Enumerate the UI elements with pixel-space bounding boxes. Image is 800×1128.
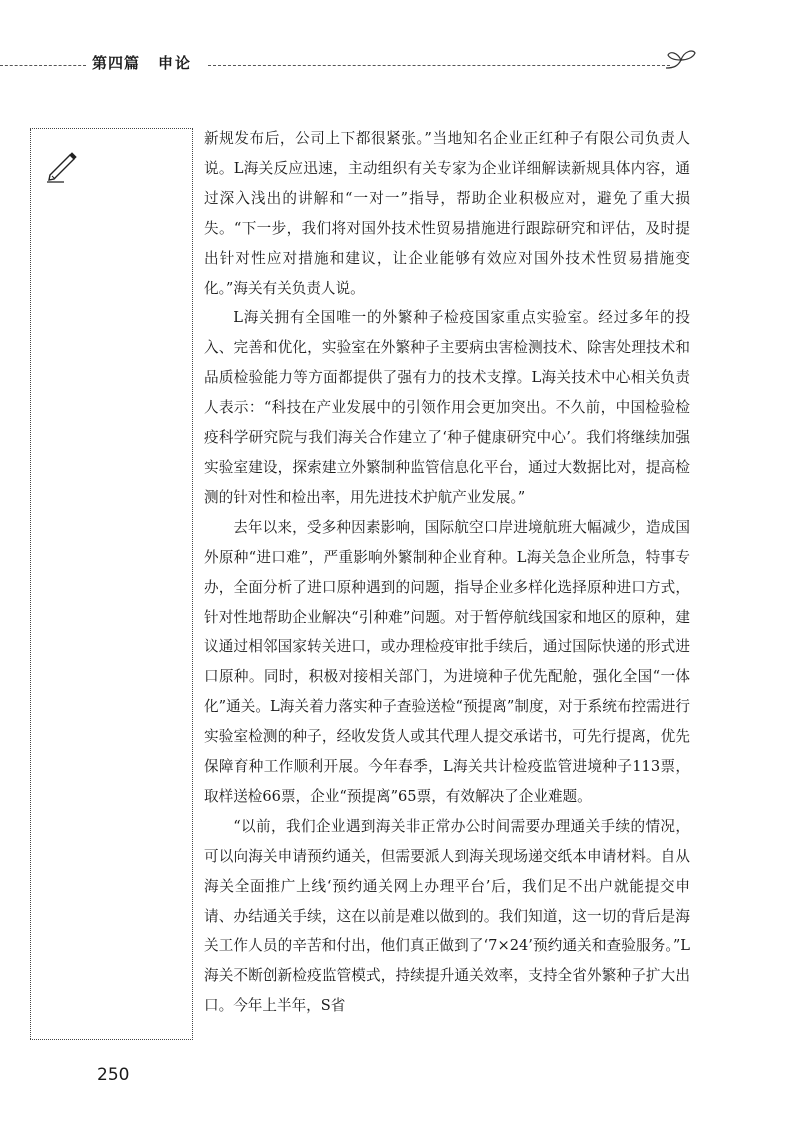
section-label: 申论 — [158, 54, 193, 72]
paragraph: 新规发布后，公司上下都很紧张。”当地知名企业正红种子有限公司负责人说。L海关反应迅速，主动组织有关专家为企业详细解读新规具体内容，通过深入浅出的讲解和“一对一”指导，帮助企业积极应对，避免了重大损失。“下一步，我们将对国外技术性贸易措施进行跟踪研究和评估，及时提出针对性应对措施和建议，让企业能够有效应对国外技术性贸易措施变化。”海关有关负责人说。 — [204, 130, 690, 297]
paragraph: 去年以来，受多种因素影响，国际航空口岸进境航班大幅减少，造成国外原种“进口难”，严重影响外繁制种企业育种。L海关急企业所急，特事专办，全面分析了进口原种遇到的问题，指导企业多样化选择原种进口方式，针对性地帮助企业解决“引种难”问题。对于暂停航线国家和地区的原种，建议通过相邻国家转关进口，或办理检疫审批手续后，通过国际快递的形式进口原种。同时，积极对接相关部门，为进境种子优先配舱，强化全国“一体化”通关。L海关着力落实种子查验送检“预提离”制度，对于系统布控需进行实验室检测的种子，经收发货人或其代理人提交承诺书，可先行提离，优先保障育种工作顺利开展。今年春季，L海关共计检疫监管进境种子113票，取样送检66票，企业“预提离”65票，有效解决了企业难题。 — [204, 518, 690, 805]
header-rule-right — [208, 65, 670, 66]
sprout-icon — [664, 46, 698, 76]
header-rule-left — [0, 65, 86, 66]
paragraph: L海关拥有全国唯一的外繁种子检疫国家重点实验室。经过多年的投入、完善和优化，实验室在外繁种子主要病虫害检测技术、除害处理技术和品质检验能力等方面都提供了强有力的技术支撑。L海关技术中心相关负责人表示：“科技在产业发展中的引领作用会更加突出。不久前，中国检验检疫科学研究院与我们海关合作建立了‘种子健康研究中心’。我们将继续加强实验室建设，探索建立外繁制种监管信息化平台，通过大数据比对，提高检测的针对性和检出率，用先进技术护航产业发展。” — [204, 309, 690, 506]
paragraph: “以前，我们企业遇到海关非正常办公时间需要办理通关手续的情况，可以向海关申请预约通关，但需要派人到海关现场递交纸本申请材料。自从海关全面推广上线‘预约通关网上办理平台’后，我们足不出户就能提交申请、办结通关手续，这在以前是难以做到的。我们知道，这一切的背后是海关工作人员的辛苦和付出，他们真正做到了‘7×24’预约通关和查验服务。”L海关不断创新检疫监管模式，持续提升通关效率，支持全省外繁种子扩大出口。今年上半年，S省 — [204, 817, 690, 1015]
article-body — [204, 124, 690, 1021]
page-number: 250 — [97, 1065, 130, 1085]
margin-notes-box — [30, 128, 193, 1040]
running-header — [0, 46, 800, 76]
pencil-icon — [44, 147, 80, 183]
chapter-label: 第四篇 — [92, 54, 141, 72]
